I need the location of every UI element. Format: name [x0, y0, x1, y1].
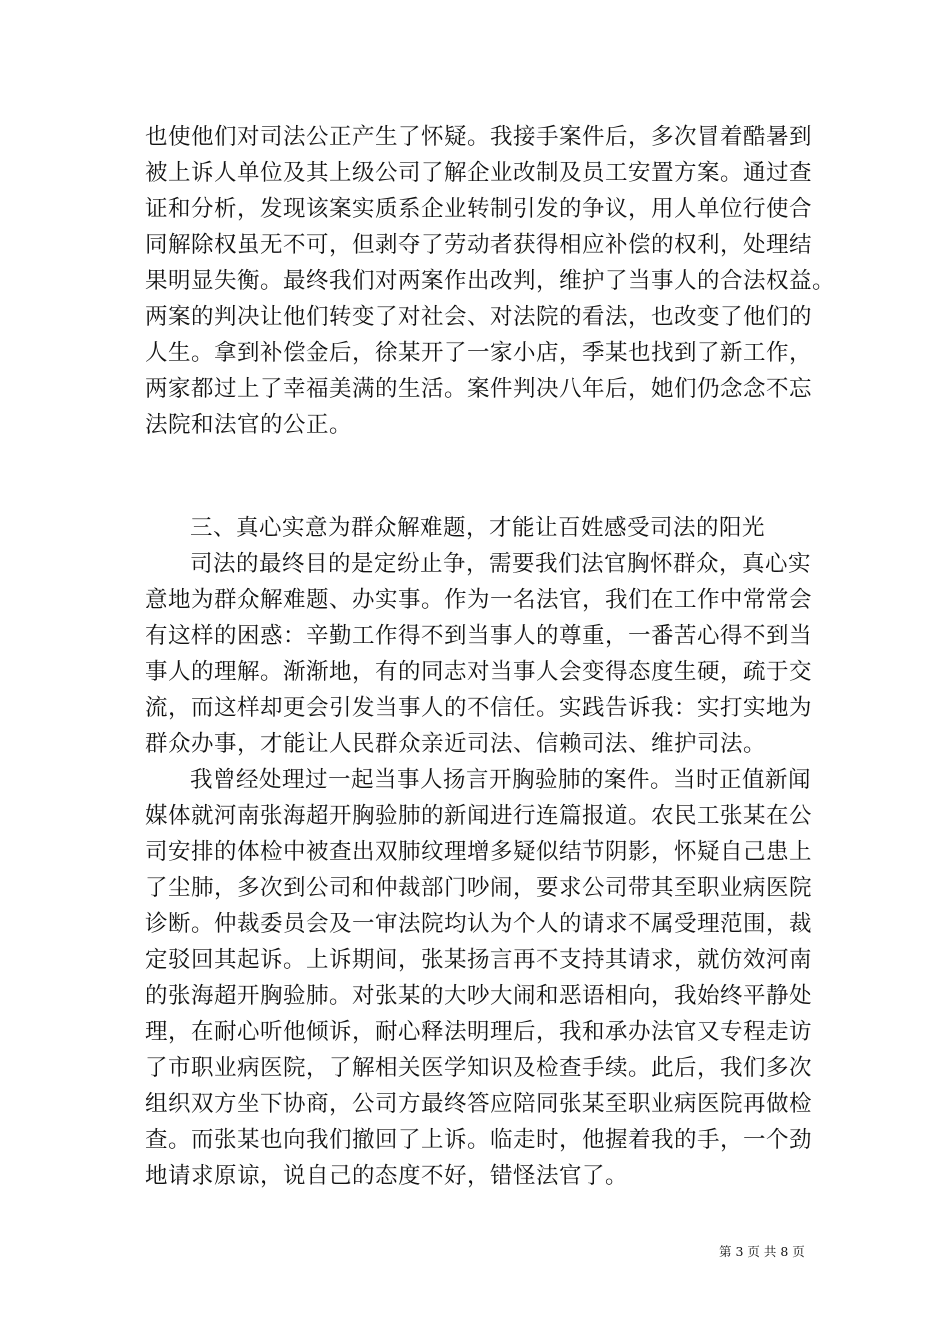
text-line: 了市职业病医院，了解相关医学知识及检查手续。此后，我们多次: [145, 1055, 813, 1081]
text-line: 同解除权虽无不可，但剥夺了劳动者获得相应补偿的权利，处理结: [145, 232, 813, 258]
text-line: 司安排的体检中被查出双肺纹理增多疑似结节阴影，怀疑自己患上: [145, 839, 813, 865]
text-line: 查。而张某也向我们撤回了上诉。临走时，他握着我的手，一个劲: [145, 1127, 813, 1153]
text-line: 意地为群众解难题、办实事。作为一名法官，我们在工作中常常会: [145, 587, 813, 613]
text-line: 群众办事，才能让人民群众亲近司法、信赖司法、维护司法。: [145, 731, 767, 757]
text-line: 法院和法官的公正。: [145, 412, 353, 438]
text-line: 媒体就河南张海超开胸验肺的新闻进行连篇报道。农民工张某在公: [145, 803, 813, 829]
text-line: 也使他们对司法公正产生了怀疑。我接手案件后，多次冒着酷暑到: [145, 124, 813, 150]
text-line: 被上诉人单位及其上级公司了解企业改制及员工安置方案。通过查: [145, 160, 813, 186]
text-line: 理，在耐心听他倾诉，耐心释法明理后，我和承办法官又专程走访: [145, 1019, 813, 1045]
text-line: 人生。拿到补偿金后，徐某开了一家小店，季某也找到了新工作，: [145, 340, 813, 366]
page-number: 第 3 页 共 8 页: [719, 1244, 805, 1259]
text-line: 流，而这样却更会引发当事人的不信任。实践告诉我：实打实地为: [145, 695, 813, 721]
text-line: 我曾经处理过一起当事人扬言开胸验肺的案件。当时正值新闻: [190, 767, 812, 793]
text-line: 两家都过上了幸福美满的生活。案件判决八年后，她们仍念念不忘: [145, 376, 813, 402]
text-line: 有这样的困惑：辛勤工作得不到当事人的尊重，一番苦心得不到当: [145, 623, 813, 649]
text-line: 组织双方坐下协商，公司方最终答应陪同张某至职业病医院再做检: [145, 1091, 813, 1117]
text-line: 的张海超开胸验肺。对张某的大吵大闹和恶语相向，我始终平静处: [145, 983, 813, 1009]
text-line: 果明显失衡。最终我们对两案作出改判，维护了当事人的合法权益。: [145, 268, 836, 294]
text-line: 证和分析，发现该案实质系企业转制引发的争议，用人单位行使合: [145, 196, 813, 222]
text-line: 诊断。仲裁委员会及一审法院均认为个人的请求不属受理范围，裁: [145, 911, 813, 937]
text-line: 两案的判决让他们转变了对社会、对法院的看法，也改变了他们的: [145, 304, 813, 330]
text-line: 地请求原谅，说自己的态度不好，错怪法官了。: [145, 1163, 629, 1189]
text-line: 事人的理解。渐渐地，有的同志对当事人会变得态度生硬，疏于交: [145, 659, 813, 685]
text-line: 定驳回其起诉。上诉期间，张某扬言再不支持其请求，就仿效河南: [145, 947, 813, 973]
text-line: 了尘肺，多次到公司和仲裁部门吵闹，要求公司带其至职业病医院: [145, 875, 813, 901]
text-line: 司法的最终目的是定纷止争，需要我们法官胸怀群众，真心实: [190, 551, 812, 577]
section-heading: 三、真心实意为群众解难题，才能让百姓感受司法的阳光: [190, 515, 766, 541]
